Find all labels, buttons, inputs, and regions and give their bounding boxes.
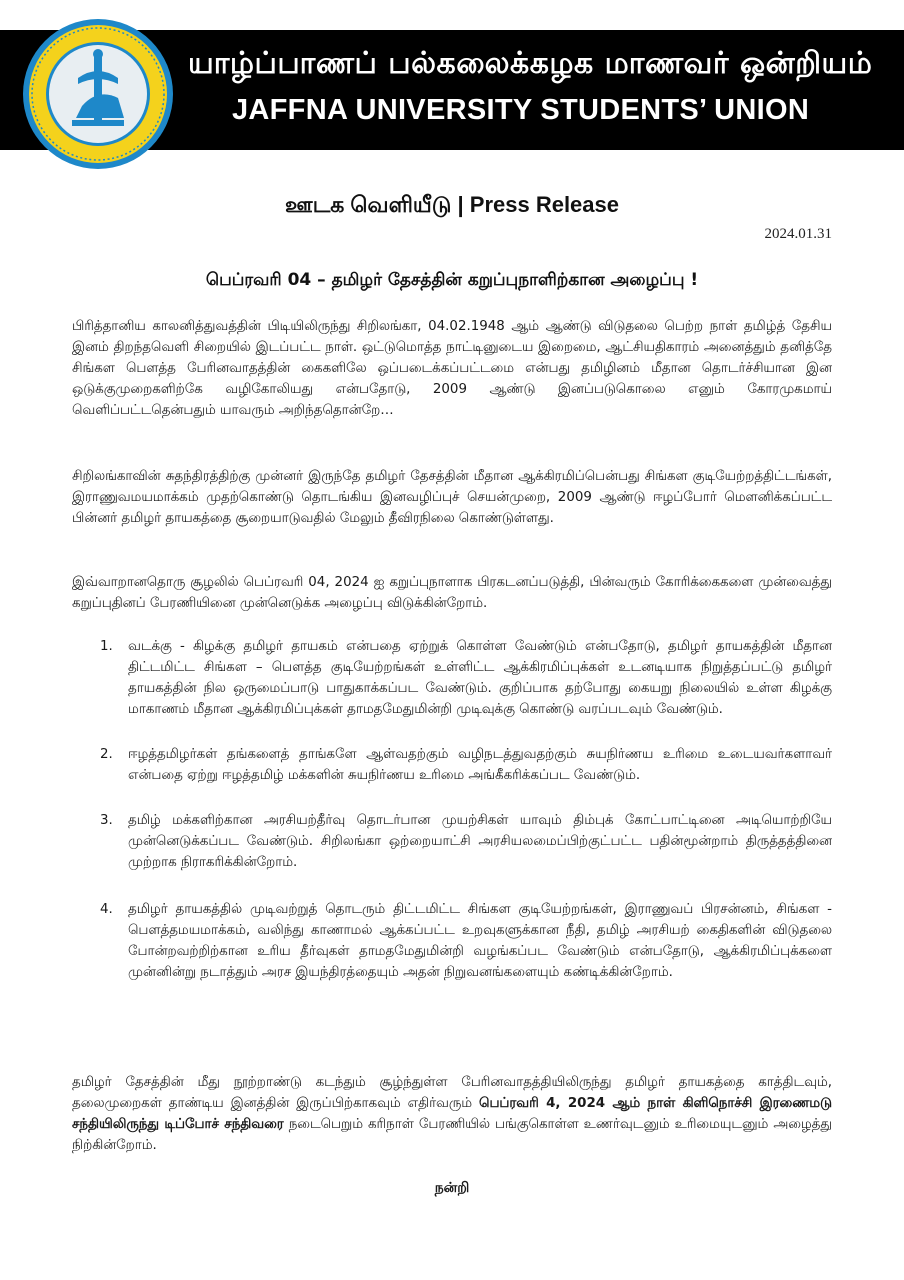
paragraph-1: பிரித்தானிய காலனித்துவத்தின் பிடியிலிருந்து சிறிலங்கா, 04.02.1948 ஆம் ஆண்டு விடுதலை பெற்ற நாள் தமிழ்த் தேசிய இனம் திறந்தவெளி சிறையில் இடப்பட்ட நாள். ஒட்டுமொத்த நாட்டினுடைய இறைமை, ஆட்சியதிகாரம் அனைத்தும் தனித்தே சிங்கள பௌத்த பேரினவாதத்தின் கைகளிலே ஒப்படைக்கப்பட்டமை என்பது தமிழினம் மீதான தொடர்ச்சியான இன ஒடுக்குமுறைகளிற்கே வழிகோலியது என்பதோடு, 2009 ஆண்டு இனப்படுகொலை எனும் கோரமுகமாய் வெளிப்பட்டதென்பதும் யாவரும் அறிந்ததொன்றே… [72,319,832,418]
list-item [72,744,832,786]
list-item-text: தமிழர் தாயகத்தில் முடிவற்றுத் தொடரும் திட்டமிட்ட சிங்கள குடியேற்றங்கள், இராணுவப் பிரசன்னம், சிங்கள - பௌத்தமயமாக்கம், வலிந்து காணாமல் ஆக்கப்பட்ட உறவுகளுக்கான நீதி, தமிழ் அரசியற் கைதிகளின் விடுதலை போன்றவற்றிற்கான உரிய தீர்வுகள் தாமதமேதுமின்றி வழங்கப்பட வேண்டும் என்பதோடு, ஆக்கிரமிப்புக்களை முன்னின்று நடாத்தும் அரச இயந்திரத்தையும் அதன் நிறுவனங்களையும் கண்டிக்கின்றோம். [128,902,832,980]
list-item-text: ஈழத்தமிழர்கள் தங்களைத் தாங்களே ஆள்வதற்கும் வழிநடத்துவதற்கும் சுயநிர்ணய உரிமை உடையவர்களாவர் என்பதை ஏற்று ஈழத்தமிழ் மக்களின் சுயநிர்ணய உரிமை அங்கீகரிக்கப்பட வேண்டும். [128,747,832,783]
press-release-title: ஊடக வெளியீடு | Press Release [285,192,619,217]
list-item-number: 2. [100,747,113,762]
union-name-english: JAFFNA UNIVERSITY STUDENTS’ UNION [232,94,810,126]
list-item [72,810,832,873]
list-item-number: 4. [100,902,113,917]
university-seal-icon [22,18,174,170]
list-item-text: வடக்கு - கிழக்கு தமிழர் தாயகம் என்பதை ஏற்றுக் கொள்ள வேண்டும் என்பதோடு, தமிழர் தாயகத்தின் மீதான திட்டமிட்ட சிங்கள – பௌத்த குடியேற்றங்கள் உள்ளிட்ட ஆக்கிரமிப்புக்கள் உடனடியாக நிறுத்தப்பட்டு தமிழர் தாயகத்தின் நில ஒருமைப்பாடு பாதுகாக்கப்பட வேண்டும். குறிப்பாக தற்போது கையறு நிலையில் உள்ள கிழக்கு மாகாணம் மீதான ஆக்கிரமிப்புக்கள் தாமதமேதுமின்றி முடிவுக்கு கொண்டு வரப்படவும் வேண்டும். [128,639,832,717]
release-date: 2024.01.31 [764,226,832,242]
list-item-number: 3. [100,813,113,828]
closing-thanks: நன்றி [434,1180,470,1196]
invitation-text-start: தமிழர் தேசத்தின் மீது நூற்றாண்டு கடந்தும் சூழ்ந்துள்ள பேரினவாதத்தியிலிருந்து தமிழர் தாயகத்தை காத்திடவும், தலைமுறைகள் தாண்டிய இனத்தின் இருப்பிற்காகவும் எதிர்வரும் [72,1075,832,1111]
list-item [72,899,832,983]
paragraph-2: சிறிலங்காவின் சுதந்திரத்திற்கு முன்னர் இருந்தே தமிழர் தேசத்தின் மீதான ஆக்கிரமிப்பென்பது சிங்கள குடியேற்றத்திட்டங்கள், இராணுவமயமாக்கம் முதற்கொண்டு தொடங்கிய இனவழிப்புச் செயன்முறை, 2009 ஆண்டு ஈழப்போர் மௌனிக்கப்பட்ட பின்னர் தமிழர் தாயகத்தை சூறையாடுவதில் மேலும் தீவிரநிலை கொண்டுள்ளது. [72,469,832,526]
rally-date-location: பெப்ரவரி 4, 2024 ஆம் நாள் கிளிநொச்சி இரணைமடு சந்தியிலிருந்து டிப்போச் சந்திவரை [72,1096,832,1132]
document-headline: பெப்ரவரி 04 – தமிழர் தேசத்தின் கறுப்புநாளிற்கான அழைப்பு ! [205,270,699,290]
list-item-text: தமிழ் மக்களிற்கான அரசியற்தீர்வு தொடர்பான முயற்சிகள் யாவும் திம்புக் கோட்பாட்டினை அடியொற்றியே முன்னெடுக்கப்பட வேண்டும். சிறிலங்கா ஒற்றையாட்சி அரசியலமைப்பிற்குட்பட்ட பதின்மூன்றாம் திருத்தத்தினை முற்றாக நிராகரிக்கின்றோம். [128,813,832,870]
paragraph-3: இவ்வாறானதொரு சூழலில் பெப்ரவரி 04, 2024 ஐ கறுப்புநாளாக பிரகடனப்படுத்தி, பின்வரும் கோரிக்கைகளை முன்வைத்து கறுப்புதினப் பேரணியினை முன்னெடுக்க அழைப்பு விடுக்கின்றோம். [72,575,832,611]
paragraph-closing-invitation [72,1072,832,1156]
list-item-number: 1. [100,639,113,654]
list-item [72,636,832,720]
demands-list [72,636,832,983]
union-name-tamil: யாழ்ப்பாணப் பல்கலைக்கழக மாணவர் ஒன்றியம் [188,46,873,81]
invitation-text-end: நடைபெறும் கரிநாள் பேரணியில் பங்குகொள்ள உணர்வுடனும் உரிமையுடனும் அழைத்து நிற்கின்றோம். [72,1117,832,1153]
